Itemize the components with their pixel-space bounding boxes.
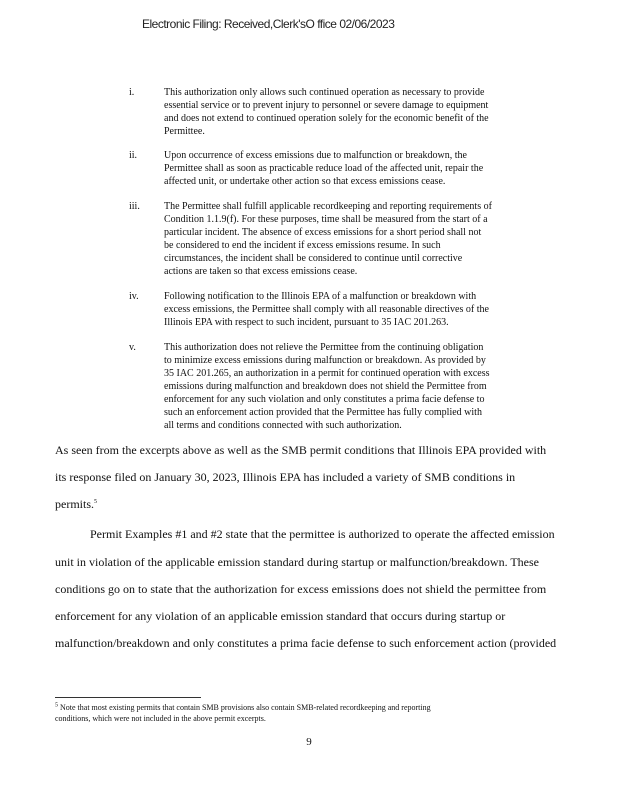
list-item-line: This authorization does not relieve the Permittee from the continuing obligation: [164, 342, 484, 353]
body-line: conditions go on to state that the authorization for excess emissions does not shield the permittee from: [55, 582, 547, 596]
body-line: its response filed on January 30, 2023, Illinois EPA has included a variety of SMB conditions in: [55, 470, 516, 484]
list-item-line: enforcement for any such violation and only constitutes a prima facie defense to: [164, 394, 485, 405]
footnote-line: conditions, which were not included in the above permit excerpts.: [55, 714, 266, 723]
list-item-text: [164, 200, 549, 278]
list-item-line: and does not extend to continued operation solely for the economic benefit of the: [164, 113, 489, 124]
list-item-line: Upon occurrence of excess emissions due to malfunction or breakdown, the: [164, 150, 467, 161]
body-line: Permit Examples #1 and #2 state that the permittee is authorized to operate the affected emission: [90, 527, 555, 541]
list-item-line: affected unit, or undertake other action so that excess emissions cease.: [164, 176, 446, 187]
list-item-line: to minimize excess emissions during malfunction or breakdown. As provided by: [164, 355, 486, 366]
list-item-line: Illinois EPA with respect to such incident, pursuant to 35 IAC 201.263.: [164, 317, 449, 328]
body-line-text: permits.: [55, 497, 94, 511]
footnote-divider: [55, 697, 201, 698]
list-item-number: ii.: [129, 150, 138, 161]
list-item-line: Permittee.: [164, 126, 205, 137]
electronic-filing-stamp: Electronic Filing: Received,Clerk'sO ffice 02/06/2023: [142, 17, 395, 31]
list-item-line: essential service or to prevent injury to personnel or severe damage to equipment: [164, 100, 489, 111]
list-item-text: [164, 86, 549, 138]
list-item-number: v.: [129, 342, 136, 353]
footnote-line-text: Note that most existing permits that contain SMB provisions also contain SMB-related recordkeeping and reporting: [60, 703, 431, 712]
list-item-text: [164, 341, 549, 432]
list-item-line: all terms and conditions connected with such authorization.: [164, 420, 402, 431]
list-item-line: Condition 1.1.9(f). For these purposes, time shall be measured from the start of a: [164, 214, 488, 225]
body-line: enforcement for any violation of an applicable emission standard that occurs during startup or: [55, 609, 506, 623]
footnote-reference[interactable]: 5: [94, 499, 97, 505]
list-item-line: Following notification to the Illinois EPA of a malfunction or breakdown with: [164, 291, 477, 302]
list-item-line: particular incident. The absence of excess emissions for a short period shall not: [164, 227, 482, 238]
list-item-text: [164, 290, 549, 329]
list-item-line: circumstances, the incident shall be considered to continue until corrective: [164, 253, 463, 264]
list-item-line: Permittee shall as soon as practicable reduce load of the affected unit, repair the: [164, 163, 484, 174]
body-line: unit in violation of the applicable emission standard during startup or malfunction/breakdown. These: [55, 555, 540, 569]
list-item-text: [164, 149, 549, 188]
body-line: As seen from the excerpts above as well as the SMB permit conditions that Illinois EPA provided with: [55, 443, 547, 457]
list-item-line: excess emissions, the Permittee shall comply with all reasonable directives of the: [164, 304, 489, 315]
list-item-line: emissions during malfunction and breakdown does not shield the Permittee from: [164, 381, 487, 392]
list-item-number: i.: [129, 87, 135, 98]
body-line: malfunction/breakdown and only constitutes a prima facie defense to such enforcement action (provided: [55, 636, 557, 650]
body-line: [55, 497, 565, 511]
list-item-number: iii.: [129, 201, 140, 212]
list-item-line: This authorization only allows such continued operation as necessary to provide: [164, 87, 485, 98]
page-number: 9: [306, 736, 312, 748]
list-item-line: such an enforcement action provided that the Permittee has fully complied with: [164, 407, 482, 418]
list-item-line: The Permittee shall fulfill applicable recordkeeping and reporting requirements of: [164, 201, 492, 212]
list-item-line: be considered to end the incident if excess emissions resume. In such: [164, 240, 441, 251]
list-item-number: iv.: [129, 291, 139, 302]
footnote-marker: 5: [55, 702, 58, 709]
footnote-line: [55, 702, 555, 713]
list-item-line: actions are taken so that excess emissions cease.: [164, 266, 358, 277]
footnote: [55, 702, 555, 724]
list-item-line: 35 IAC 201.265, an authorization in a permit for continued operation with excess: [164, 368, 490, 379]
